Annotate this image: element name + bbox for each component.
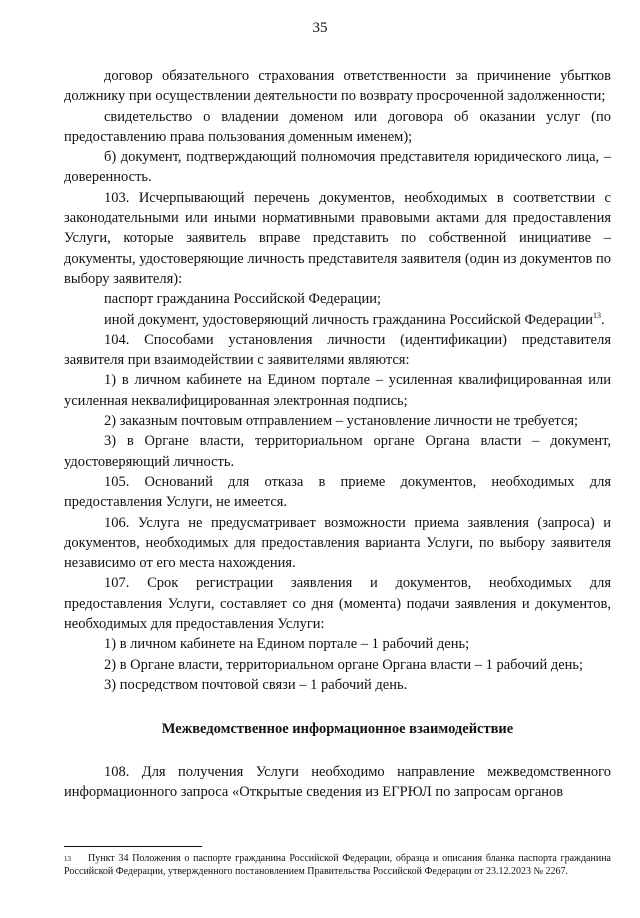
paragraph: б) документ, подтверждающий полномочия представителя юридического лица, – доверенность. (64, 149, 611, 186)
page-number: 35 (312, 20, 328, 36)
footnote (64, 853, 611, 878)
paragraph: 106. Услуга не предусматривает возможности приема заявления (запроса) и документов, необходимых для предоставления варианта Услуги, по выбору заявителя независимо от его места нахождения. (64, 514, 611, 572)
paragraph: паспорт гражданина Российской Федерации; (104, 291, 382, 308)
paragraph: 103. Исчерпывающий перечень документов, необходимых в соответствии с законодательными или иными нормативными правовыми актами для предоставления Услуги, которые заявитель вправе представить по собственной инициативе – документы, удостоверяющие личность представителя заявителя (один из документов по выбору заявителя): (64, 189, 611, 287)
paragraph: договор обязательного страхования ответственности за причинение убытков должнику при осуществлении деятельности по возврату просроченной задолженности; (64, 68, 611, 105)
section-heading: Межведомственное информационное взаимодействие (161, 721, 514, 738)
footnote-text: Пункт 34 Положения о паспорте гражданина Российской Федерации, образца и описания бланка паспорта гражданина Российской Федерации, утвержденного постановлением Правительства Российской Федерации от 23.12.2023 № 2267. (64, 853, 611, 877)
paragraph: 2) заказным почтовым отправлением – установление личности не требуется; (104, 413, 579, 430)
paragraph-with-footnote-ref (64, 310, 611, 330)
paragraph-text: иной документ, удостоверяющий личность гражданина Российской Федерации (104, 311, 593, 328)
paragraph: 2) в Органе власти, территориальном органе Органа власти – 1 рабочий день; (104, 656, 584, 673)
paragraph-tail: . (601, 311, 605, 328)
paragraph: 1) в личном кабинете на Едином портале – усиленная квалифицированная или усиленная неквалифицированная электронная подпись; (64, 372, 611, 409)
paragraph: 3) в Органе власти, территориальном органе Органа власти – документ, удостоверяющий личность. (64, 433, 611, 470)
footnote-reference: 13 (593, 310, 601, 320)
paragraph: свидетельство о владении доменом или договора об оказании услуг (по предоставлению права пользования доменным именем); (64, 108, 611, 145)
paragraph: 108. Для получения Услуги необходимо направление межведомственного информационного запроса «Открытые сведения из ЕГРЮЛ по запросам органов (64, 763, 611, 800)
footnote-separator (64, 846, 202, 847)
footnote-mark: 13 (64, 855, 71, 863)
paragraph: 3) посредством почтовой связи – 1 рабочий день. (104, 676, 408, 693)
document-body (64, 66, 611, 802)
paragraph: 107. Срок регистрации заявления и документов, необходимых для предоставления Услуги, составляет со дня (момента) подачи заявления и документов, необходимых для предоставления Услуги: (64, 575, 611, 633)
paragraph: 105. Оснований для отказа в приеме документов, необходимых для предоставления Услуги, не имеется. (64, 473, 611, 511)
paragraph: 104. Способами установления личности (идентификации) представителя заявителя при взаимодействии с заявителями являются: (64, 331, 611, 369)
paragraph: 1) в личном кабинете на Едином портале – 1 рабочий день; (104, 636, 470, 653)
